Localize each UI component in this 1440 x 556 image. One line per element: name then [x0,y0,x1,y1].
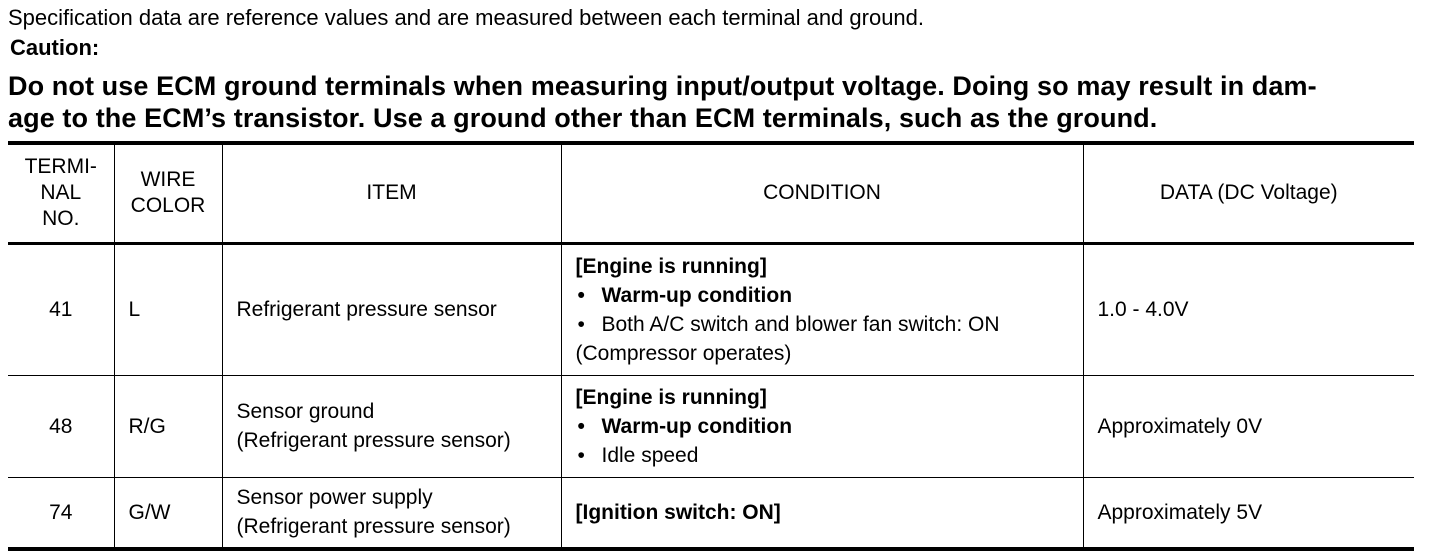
condition-bullet [576,412,1069,441]
caution-label: Caution: [10,35,100,60]
terminal-no-cell: 74 [8,477,114,549]
header-terminal-no [8,143,114,243]
header-wire-line: WIRE [140,168,196,192]
header-condition: CONDITION [561,143,1083,243]
terminal-spec-table [8,141,1414,551]
condition-heading: [Engine is running] [575,254,767,278]
table-header-row [8,143,1414,243]
header-terminal-line: NO. [42,207,80,231]
bullet-icon: • [577,283,585,307]
table-row [8,375,1414,477]
terminal-no-cell: 41 [8,243,114,375]
table-row [8,477,1414,549]
condition-bullet [576,281,1069,310]
condition-bullet [576,441,1069,470]
spec-intro-text: Specification data are reference values and are measured between each terminal and ground. [8,5,925,30]
item-line: Refrigerant pressure sensor [236,298,497,321]
condition-bullet-text: Idle speed [601,443,699,467]
caution-line-2: age to the ECM’s transistor. Use a ground other than ECM terminals, such as the ground. [8,103,1158,133]
header-item: ITEM [222,143,561,243]
header-wire-line: COLOR [130,194,206,218]
wire-color-cell: L [114,243,222,375]
bullet-icon: • [577,312,585,336]
bullet-icon: • [577,414,585,438]
item-cell [222,243,561,375]
data-cell: Approximately 5V [1083,477,1414,549]
condition-bullet-text: Both A/C switch and blower fan switch: ON [601,312,1000,336]
item-line: Sensor ground [236,400,375,423]
item-line: (Refrigerant pressure sensor) [236,429,511,452]
condition-bullet-text: Warm-up condition [601,414,793,438]
condition-note: (Compressor operates) [575,341,792,365]
header-terminal-line: TERMI- [24,155,97,179]
header-data: DATA (DC Voltage) [1083,143,1414,243]
wire-color-cell: R/G [114,375,222,477]
caution-text [8,70,1428,134]
header-wire-color [114,143,222,243]
condition-heading: [Engine is running] [575,385,767,409]
item-line: Sensor power supply [236,486,433,510]
caution-line-1: Do not use ECM ground terminals when measuring input/output voltage. Doing so may result in dam- [8,71,1317,101]
condition-bullet [576,310,1069,339]
condition-cell [561,477,1083,549]
data-cell: Approximately 0V [1083,375,1414,477]
terminal-no-cell: 48 [8,375,114,477]
item-cell [222,375,561,477]
bullet-icon: • [577,443,585,467]
condition-cell [561,243,1083,375]
condition-bullet-text: Warm-up condition [601,283,793,307]
data-cell: 1.0 - 4.0V [1083,243,1414,375]
wire-color-cell: G/W [114,477,222,549]
header-terminal-line: NAL [40,181,82,205]
condition-heading: [Ignition switch: ON] [575,500,781,524]
item-cell [222,477,561,549]
item-line: (Refrigerant pressure sensor) [236,515,511,539]
table-row [8,243,1414,375]
condition-cell [561,375,1083,477]
